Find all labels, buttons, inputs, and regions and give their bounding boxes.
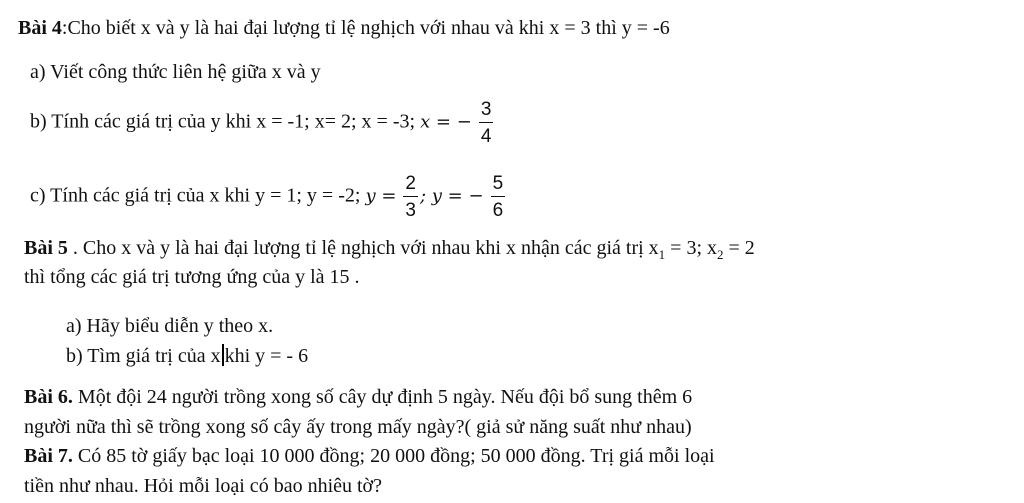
bai5-text-mid: = 3; x <box>665 237 718 259</box>
bai5-text-end: = 2 <box>723 237 755 259</box>
bai4-part-a: a) Viết công thức liên hệ giữa x và y <box>30 61 321 83</box>
bai5-part-b-text: b) Tìm giá trị của x <box>66 345 221 367</box>
bai7-text1: Có 85 tờ giấy bạc loại 10 000 đồng; 20 000 đồng; 50 000 đồng. Trị giá mỗi loại <box>72 445 715 467</box>
bai4-part-c-var2: ; y = − <box>420 185 484 207</box>
fraction-denominator: 6 <box>492 200 504 221</box>
fraction-3-4 <box>479 100 494 146</box>
bai4-part-b-var: x = − <box>420 111 472 133</box>
bai6-line1 <box>24 387 692 407</box>
bai7-line2: tiền như nhau. Hỏi mỗi loại có bao nhiêu tờ? <box>24 475 383 497</box>
fraction-5-6 <box>491 174 506 220</box>
bai5-heading: Bài 5 <box>24 237 68 259</box>
fraction-denominator: 3 <box>405 200 416 221</box>
bai5-line1 <box>24 238 755 261</box>
bai4-part-b-text: b) Tính các giá trị của y khi x = -1; x= 2; x = -3; <box>30 110 416 133</box>
text-cursor <box>222 344 224 366</box>
bai5-part-b-text2: khi y = - 6 <box>224 345 309 367</box>
fraction-numerator: 5 <box>492 173 504 194</box>
bai4-part-b <box>30 100 495 146</box>
bai4-line <box>18 18 670 38</box>
fraction-numerator: 3 <box>480 99 492 120</box>
fraction-2-3 <box>403 174 418 220</box>
bai4-heading: Bài 4 <box>18 17 62 39</box>
fraction-denominator: 4 <box>480 126 492 147</box>
bai4-part-c-text: c) Tính các giá trị của x khi y = 1; y = -2; <box>30 184 361 207</box>
bai5-part-a: a) Hãy biểu diễn y theo x. <box>66 315 274 337</box>
bai4-part-c-var1: y = <box>365 185 397 207</box>
bai5-sub1: 1 <box>658 247 666 262</box>
bai5-text-start: . Cho x và y là hai đại lượng tỉ lệ nghịch với nhau khi x nhận các giá trị x <box>67 237 659 259</box>
bai5-sub2: 2 <box>717 247 724 262</box>
bai6-text1: Một đội 24 người trồng xong số cây dự định 5 ngày. Nếu đội bổ sung thêm 6 <box>72 386 693 408</box>
bai6-line2: người nữa thì sẽ trồng xong số cây ấy trong mấy ngày?( giả sử năng suất như nhau) <box>24 416 692 438</box>
bai7-heading: Bài 7. <box>24 445 73 467</box>
fraction-numerator: 2 <box>405 173 416 194</box>
bai7-line1 <box>24 446 715 466</box>
bai6-heading: Bài 6. <box>24 386 73 408</box>
bai5-line2: thì tổng các giá trị tương ứng của y là 15 . <box>24 266 360 288</box>
bai5-part-b <box>66 344 308 366</box>
bai4-part-c <box>30 174 507 220</box>
bai4-text: :Cho biết x và y là hai đại lượng tỉ lệ nghịch với nhau và khi x = 3 thì y = -6 <box>61 17 670 39</box>
